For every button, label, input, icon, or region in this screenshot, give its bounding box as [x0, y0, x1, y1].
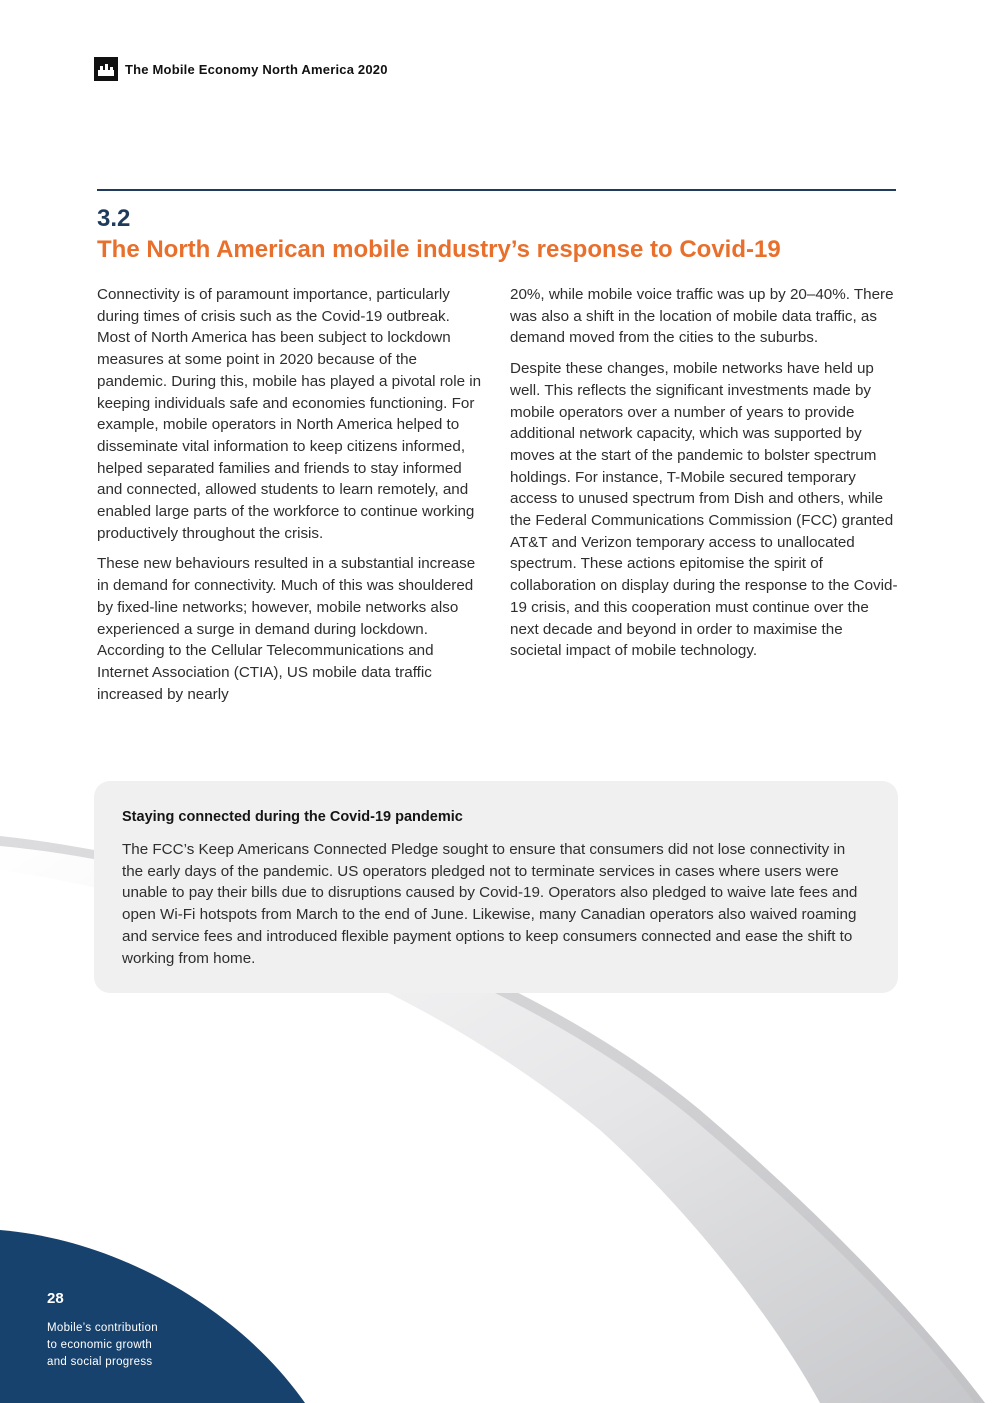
- footer-caption-line: to economic growth: [47, 1339, 153, 1351]
- callout-body: The FCC’s Keep Americans Connected Pledge sought to ensure that consumers did not lose connectivity in the early days of the pandemic. US operators pledged not to terminate services in cases where users were unable to pay their bills due to disruptions caused by Covid-19. Operators also pledged to waive late fees and open Wi-Fi hotspots from March to the end of June. Likewise, many Canadian operators also waived roaming and service fees and introduced flexible payment options to keep consumers connected and ease the shift to working from home.: [122, 841, 858, 967]
- right-column: [510, 284, 898, 671]
- paragraph: 20%, while mobile voice traffic was up by 20–40%. There was also a shift in the location of mobile data traffic, as demand moved from the cities to the suburbs.: [510, 286, 894, 347]
- section-number: 3.2: [97, 205, 131, 232]
- paragraph: These new behaviours resulted in a substantial increase in demand for connectivity. Much of this was shouldered by fixed-line networks; however, mobile networks also experienced a surge in demand during lockdown. According to the Cellular Telecommunications and Internet Association (CTIA), US mobile data traffic increased by nearly: [97, 555, 476, 703]
- paragraph: Connectivity is of paramount importance, particularly during times of crisis such as the Covid-19 outbreak. Most of North America has been subject to lockdown measures at some point in 2020 because of the pandemic. During this, mobile has played a pivotal role in keeping individuals safe and economies functioning. For example, mobile operators in North America helped to disseminate vital information to keep citizens informed, helped separated families and friends to stay informed and connected, allowed students to learn remotely, and enabled large parts of the workforce to continue working productively throughout the crisis.: [97, 286, 482, 542]
- footer-blue-shape: [0, 1230, 305, 1403]
- footer-caption-line: Mobile’s contribution: [47, 1322, 158, 1334]
- callout-heading: Staying connected during the Covid-19 pandemic: [122, 809, 463, 825]
- page-number: 28: [47, 1290, 64, 1307]
- footer-caption-line: and social progress: [47, 1356, 153, 1368]
- paragraph: Despite these changes, mobile networks have held up well. This reflects the significant investments made by mobile operators over a number of years to provide additional network capacity, which was supported by moves at the start of the pandemic to bolster spectrum holdings. For instance, T-Mobile secured temporary access to unused spectrum from Dish and others, while the Federal Communications Commission (FCC) granted AT&T and Verizon temporary access to unallocated spectrum. These actions epitomise the spirit of collaboration on display during the response to the Covid-19 crisis, and this cooperation must continue over the next decade and beyond in order to maximise the societal impact of mobile technology.: [510, 360, 898, 660]
- section-title: The North American mobile industry’s response to Covid-19: [97, 236, 781, 263]
- left-column: [97, 284, 483, 714]
- section-divider: [97, 189, 896, 191]
- callout-box: [94, 781, 898, 993]
- page-header: [94, 57, 388, 81]
- report-logo-icon: [94, 57, 118, 81]
- report-title: The Mobile Economy North America 2020: [125, 61, 388, 77]
- footer-caption: [47, 1320, 207, 1371]
